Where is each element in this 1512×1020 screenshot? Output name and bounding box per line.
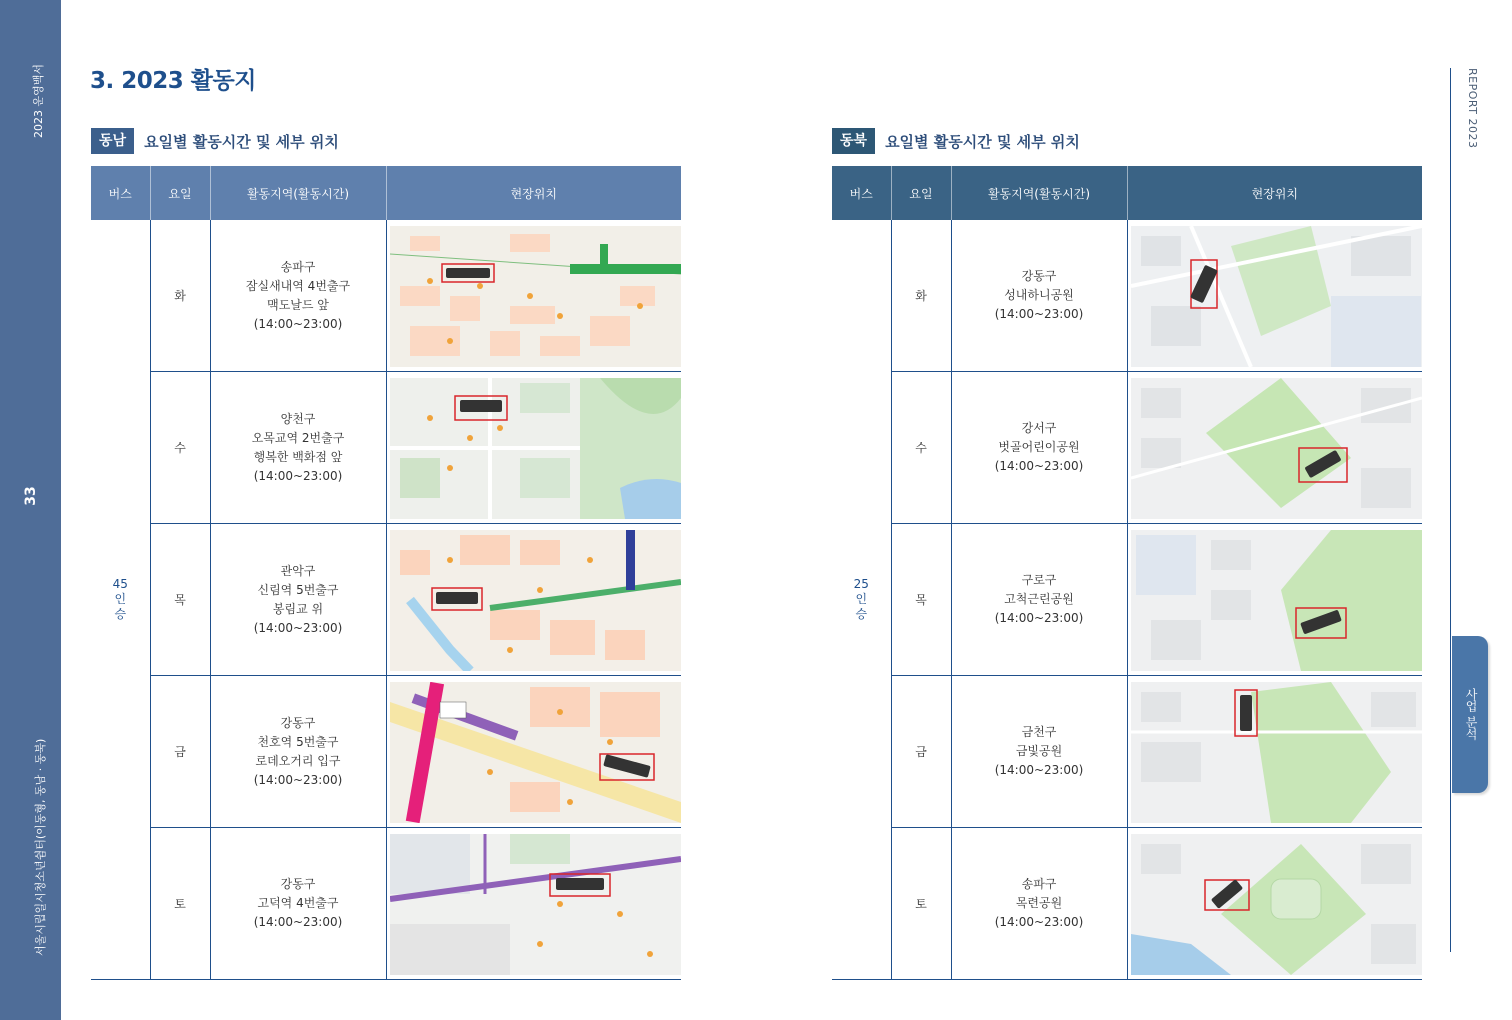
area-cell [951,220,1127,372]
spot-detail: 봉림교 위 [272,601,324,616]
map-cell [1127,524,1422,676]
col-header-bus: 버스 [832,166,891,220]
report-label: REPORT 2023 [1466,68,1479,149]
table-row [832,372,1422,524]
district: 금천구 [1021,725,1057,739]
hours: (14:00~23:00) [253,468,343,483]
map-cell [386,524,681,676]
bus-capacity-cell [91,220,150,980]
location-map [390,834,681,975]
area-cell [951,372,1127,524]
spot: 신림역 5번출구 [257,582,339,597]
location-map [1131,226,1422,367]
area-cell [210,676,386,828]
hours: (14:00~23:00) [253,620,343,635]
table-row [91,828,681,980]
hours: (14:00~23:00) [253,915,343,929]
district: 강서구 [1021,421,1057,435]
spot: 금빛공원 [1015,744,1063,758]
area-cell [951,524,1127,676]
map-cell [1127,220,1422,372]
day-cell: 화 [891,220,951,372]
spot: 오목교역 2번출구 [251,430,345,445]
location-map [390,226,681,367]
district: 송파구 [1021,877,1057,891]
spot: 잠실새내역 4번출구 [245,278,351,293]
map-cell [1127,828,1422,980]
spot: 목련공원 [1015,896,1063,910]
location-map [390,682,681,823]
northeast-section-header [832,128,1080,154]
map-cell [386,372,681,524]
district: 강동구 [1021,269,1057,283]
spot-detail: 행복한 백화점 앞 [253,449,343,464]
page-number: 33 [23,486,39,506]
sidebar-strip [0,0,61,1020]
northeast-schedule-table [832,166,1422,980]
table-row [832,220,1422,372]
southeast-section-header [91,128,339,154]
bus-capacity-unit-1: 인 [855,592,868,606]
area-cell [951,676,1127,828]
spot: 고척근린공원 [1004,592,1074,606]
day-cell: 화 [150,220,210,372]
area-cell [210,828,386,980]
bus-capacity-cell [832,220,891,980]
day-cell: 목 [891,524,951,676]
location-map [390,530,681,671]
area-cell [210,524,386,676]
spot-detail: 로데오거리 입구 [255,753,341,768]
spot: 성내하니공원 [1004,288,1074,302]
col-header-area: 활동지역(활동시간) [210,166,386,220]
bus-capacity-unit-2: 승 [114,607,127,621]
hours: (14:00~23:00) [994,611,1084,625]
area-cell [210,372,386,524]
day-cell: 금 [891,676,951,828]
day-cell: 수 [891,372,951,524]
day-cell: 토 [891,828,951,980]
table-row [91,524,681,676]
northeast-tag: 동북 [832,128,875,154]
district: 송파구 [280,259,316,274]
district: 관악구 [280,563,316,578]
map-cell [386,676,681,828]
hours: (14:00~23:00) [994,459,1084,473]
map-cell [386,220,681,372]
section-tab-label: 사업 분석 [1464,688,1478,740]
hours: (14:00~23:00) [994,307,1084,321]
bus-capacity-unit-1: 인 [114,592,127,606]
area-cell [951,828,1127,980]
hours: (14:00~23:00) [994,915,1084,929]
spot-detail: 맥도날드 앞 [267,297,329,312]
map-cell [1127,676,1422,828]
spot: 벗골어린이공원 [998,440,1080,454]
table-row [91,676,681,828]
spot: 천호역 5번출구 [257,734,339,749]
bus-capacity-number: 25 [853,577,869,591]
location-map [1131,530,1422,671]
section-tab[interactable] [1452,636,1488,793]
day-cell: 토 [150,828,210,980]
southeast-schedule-table [91,166,681,980]
table-row [91,372,681,524]
center-name: 서울시립일시청소년쉼터(이동형, 동남 · 동북) [34,738,47,956]
bus-capacity-unit-2: 승 [855,607,868,621]
page-title: 3. 2023 활동지 [90,68,256,94]
day-cell: 수 [150,372,210,524]
day-cell: 목 [150,524,210,676]
table-row [832,676,1422,828]
right-margin-rule [1450,68,1451,952]
col-header-area: 활동지역(활동시간) [951,166,1127,220]
northeast-title: 요일별 활동시간 및 세부 위치 [885,132,1080,151]
table-row [832,828,1422,980]
location-map [390,378,681,519]
district: 구로구 [1021,573,1057,587]
hours: (14:00~23:00) [253,316,343,331]
col-header-bus: 버스 [91,166,150,220]
table-row [832,524,1422,676]
district: 양천구 [280,411,316,426]
area-cell [210,220,386,372]
col-header-day: 요일 [891,166,951,220]
map-cell [1127,372,1422,524]
book-title: 2023 운영백서 [32,64,45,138]
district: 강동구 [280,877,316,891]
day-cell: 금 [150,676,210,828]
col-header-location: 현장위치 [510,186,557,201]
table-row [91,220,681,372]
col-header-day: 요일 [150,166,210,220]
hours: (14:00~23:00) [253,772,343,787]
southeast-tag: 동남 [91,128,134,154]
col-header-location: 현장위치 [1251,186,1298,201]
district: 강동구 [280,715,316,730]
location-map [1131,378,1422,519]
location-map [1131,834,1422,975]
spot: 고덕역 4번출구 [257,896,339,910]
bus-capacity-number: 45 [112,577,128,591]
southeast-title: 요일별 활동시간 및 세부 위치 [144,132,339,151]
location-map [1131,682,1422,823]
hours: (14:00~23:00) [994,763,1084,777]
map-cell [386,828,681,980]
